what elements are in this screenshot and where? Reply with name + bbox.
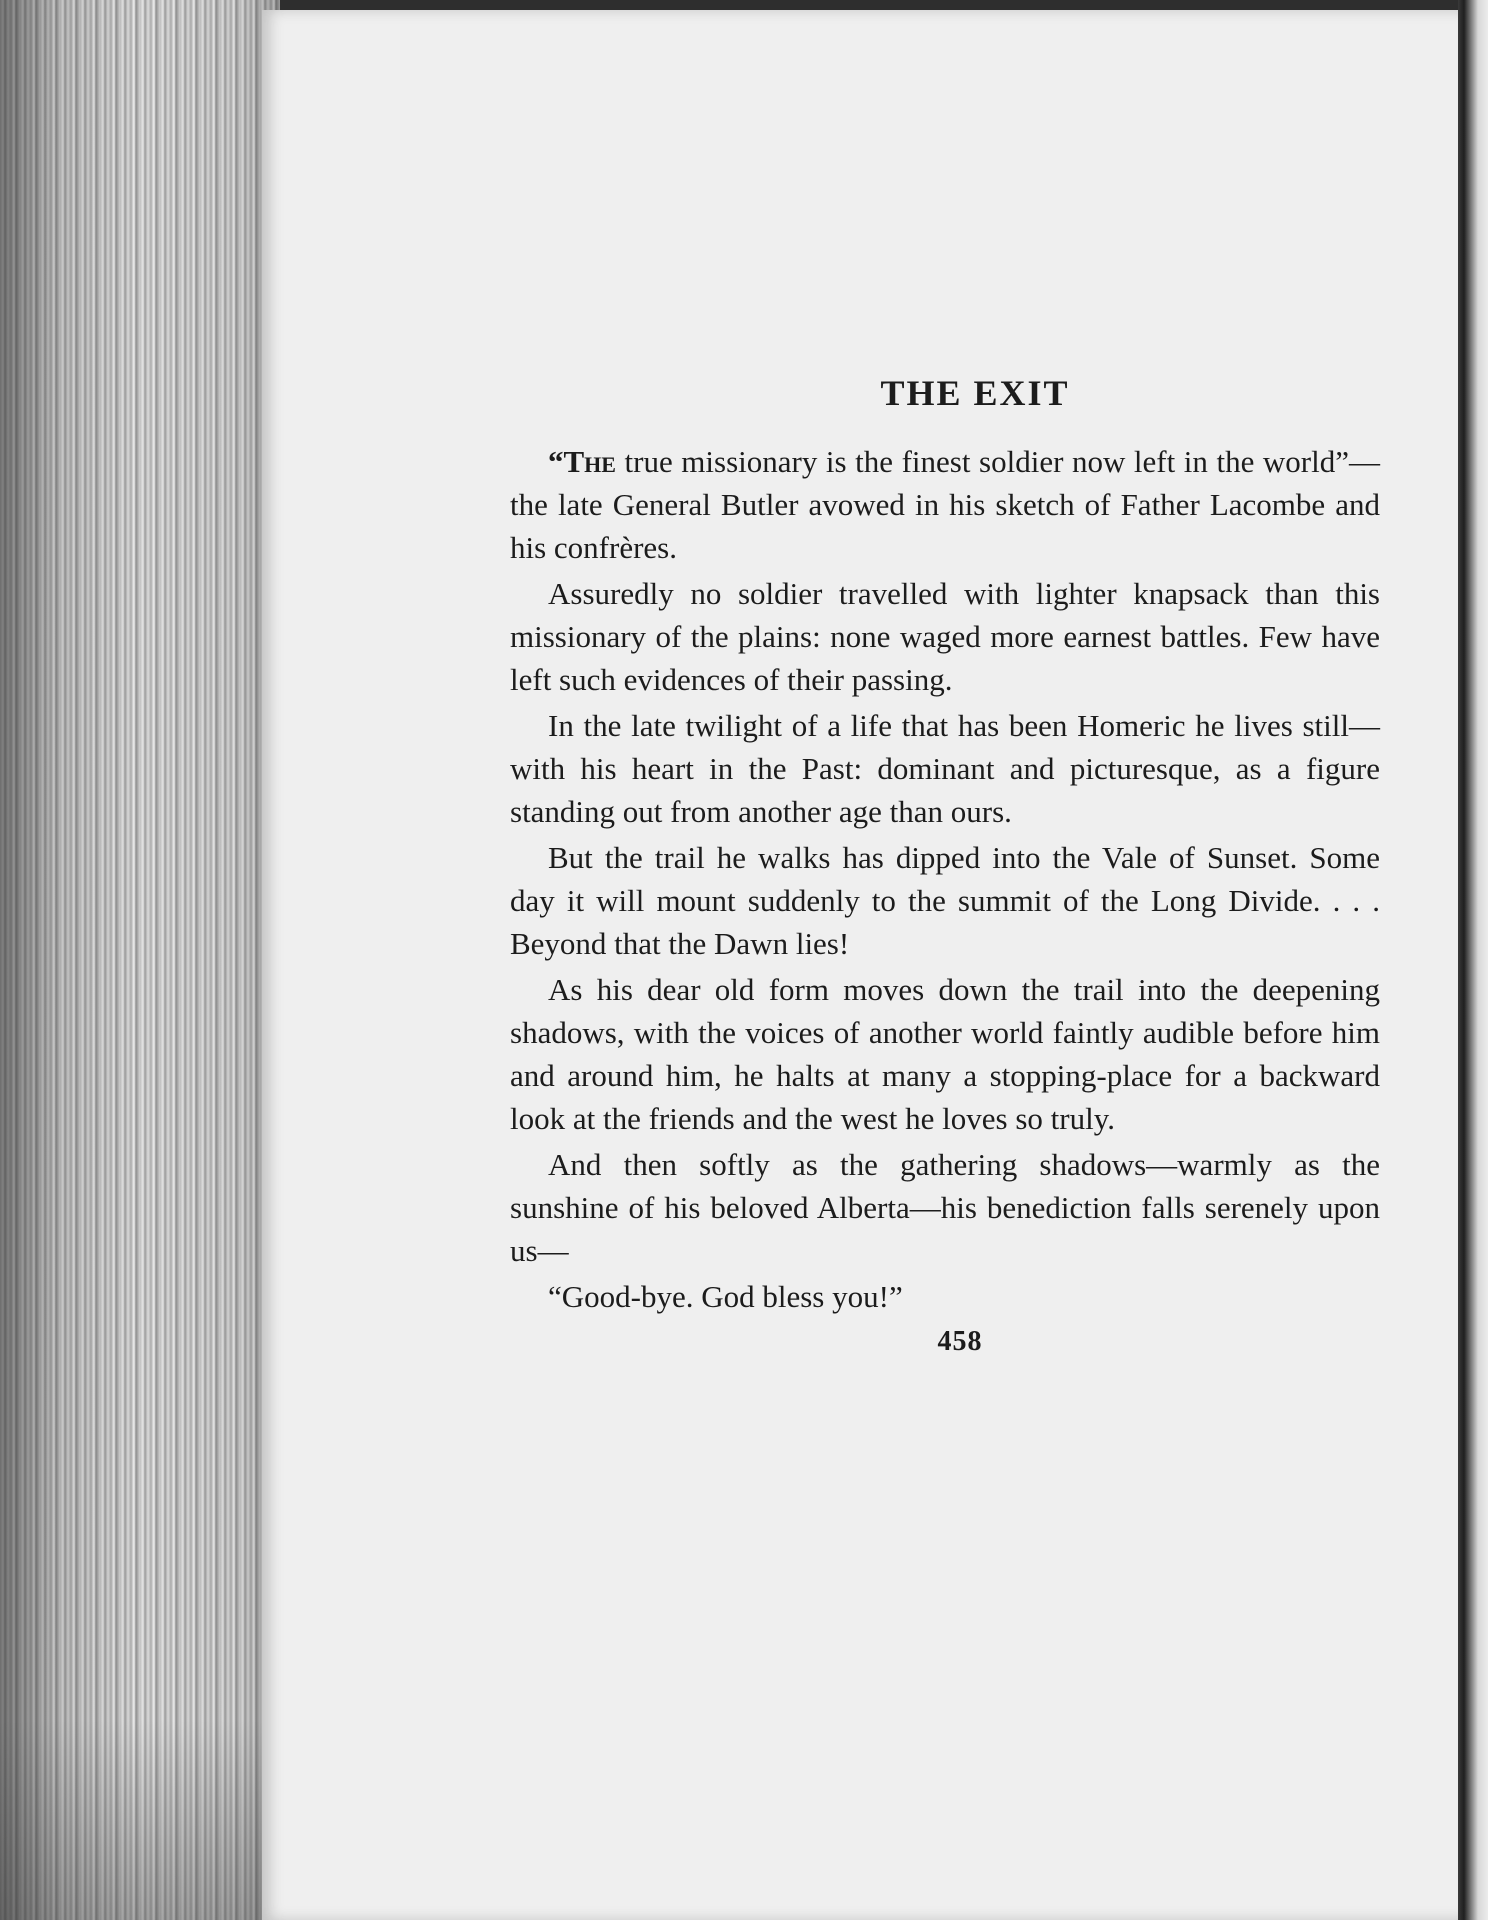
paragraph-lead-word: “The — [548, 444, 616, 479]
page-number: 458 — [937, 1326, 983, 1357]
page-edges-bottom-shadow — [0, 1720, 280, 1920]
paragraph-4 — [510, 836, 1380, 965]
paragraph-text: As his dear old form moves down the trail into the deepening shadows, with the voices of another world faintly audible before him and around him, he halts at many a stopping-place for a backward look at the friends and the west he loves so truly. — [510, 972, 1380, 1136]
page-text-block — [510, 372, 1380, 1358]
paragraph-2 — [510, 572, 1380, 701]
closing-quote: “Good-bye. God bless you!” — [548, 1279, 903, 1314]
paragraph-3 — [510, 704, 1380, 833]
paragraph-text: true missionary is the finest soldier now left in the world”—the late General Butler avowed in his sketch of Father Lacombe and his confrères. — [510, 444, 1380, 565]
paragraph-1 — [510, 440, 1380, 569]
paragraph-text: And then softly as the gathering shadows—warmly as the sunshine of his beloved Alberta—his benediction falls serenely upon us— — [510, 1147, 1380, 1268]
paragraph-text: Assuredly no soldier travelled with lighter knapsack than this missionary of the plains: none waged more earnest battles. Few have left such evidences of their passing. — [510, 576, 1380, 697]
page-edges-shadow — [0, 0, 280, 1920]
next-page-edge — [1458, 0, 1488, 1920]
chapter-title: THE EXIT — [880, 373, 1070, 413]
paragraph-text: But the trail he walks has dipped into the Vale of Sunset. Some day it will mount suddenly to the summit of the Long Divide. . . . Beyond that the Dawn lies! — [510, 840, 1380, 961]
paragraph-text: In the late twilight of a life that has been Homeric he lives still—with his heart in the Past: dominant and picturesque, as a figure standing out from another age than ours. — [510, 708, 1380, 829]
paragraph-5 — [510, 968, 1380, 1140]
paragraph-6 — [510, 1143, 1380, 1272]
